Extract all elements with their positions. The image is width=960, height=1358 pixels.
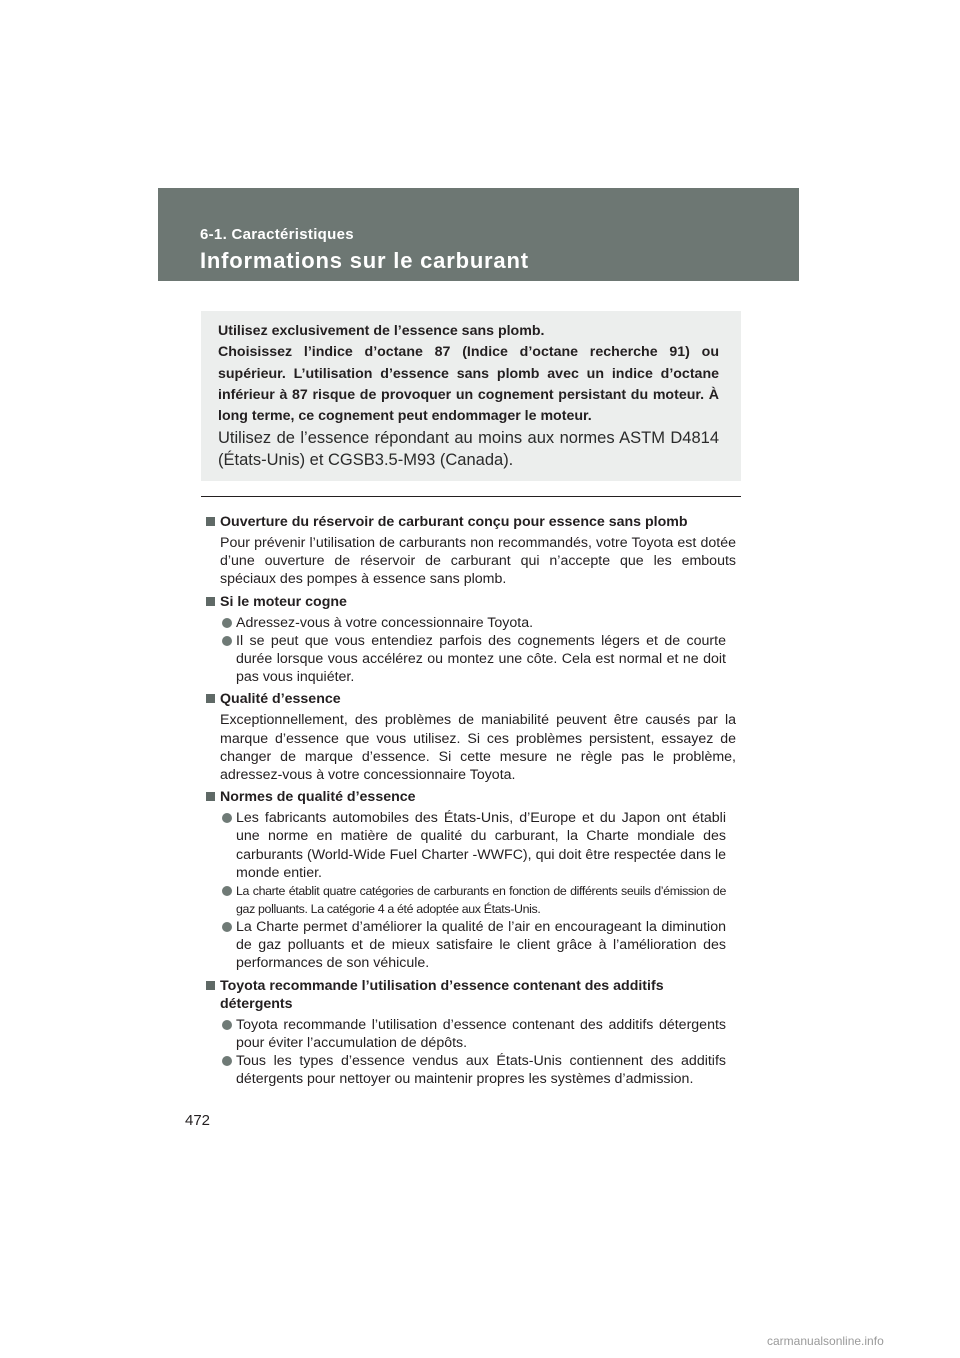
page-number: 472 [185, 1112, 211, 1129]
divider [201, 496, 741, 497]
section-heading: Toyota recommande l’utilisation d’essence contenant des additifs détergents [206, 977, 736, 1013]
bullet-item: Toyota recommande l’utilisation d’essence contenant des additifs détergents pour éviter l’accumulation de dépôts. [236, 1016, 726, 1052]
square-bullet-icon [206, 694, 215, 703]
bullet-item: La Charte permet d’améliorer la qualité de l’air en encourageant la diminution de gaz polluants et de mieux satisfaire le client grâce à l’amélioration des performances de son véhicule. [236, 918, 726, 973]
square-bullet-icon [206, 597, 215, 606]
content [206, 513, 736, 1092]
circle-bullet-icon [222, 1020, 232, 1030]
section-heading: Normes de qualité d’essence [206, 788, 736, 806]
section-fuel-opening [206, 513, 736, 589]
square-bullet-icon [206, 792, 215, 801]
section-paragraph: Pour prévenir l’utilisation de carburants non recommandés, votre Toyota est dotée d’une ouverture de réservoir de carburant qui n’accepte que les embouts spéciaux des pompes à essence sans plomb. [220, 535, 736, 588]
bullet-item: Tous les types d’essence vendus aux États-Unis contiennent des additifs détergents pour nettoyer ou maintenir propres les systèmes d’admission. [236, 1052, 726, 1088]
section-heading: Ouverture du réservoir de carburant conçu pour essence sans plomb [206, 513, 736, 531]
circle-bullet-icon [222, 922, 232, 932]
square-bullet-icon [206, 981, 215, 990]
watermark: carmanualsonline.info [767, 1334, 884, 1348]
section-detergent-additives [206, 977, 736, 1089]
circle-bullet-icon [222, 636, 232, 646]
section-header [158, 188, 799, 281]
chapter-label: 6-1. Caractéristiques [200, 226, 354, 243]
circle-bullet-icon [222, 886, 232, 896]
section-paragraph: Exceptionnellement, des problèmes de maniabilité peuvent être causés par la marque d’essence que vous utilisez. Si ces problèmes persistent, essayez de changer de marque d’essence. Si cette mesure ne règle pas le problème, adressez-vous à votre concessionnaire Toyota. [220, 712, 736, 784]
intro-regular-text: Utilisez de l’essence répondant au moins aux normes ASTM D4814 (États-Unis) et CGSB3.5-M93 (Canada). [218, 429, 719, 469]
circle-bullet-icon [222, 1056, 232, 1066]
circle-bullet-icon [222, 813, 232, 823]
circle-bullet-icon [222, 618, 232, 628]
section-quality-standards [206, 788, 736, 972]
intro-box [201, 311, 741, 481]
section-heading: Si le moteur cogne [206, 593, 736, 611]
bullet-item: Les fabricants automobiles des États-Unis, d’Europe et du Japon ont établi une norme en matière de qualité du carburant, la Charte mondiale des carburants (World-Wide Fuel Charter -WWFC), qui doit être respectée dans le monde entier. [236, 809, 726, 882]
section-heading: Qualité d’essence [206, 690, 736, 708]
bullet-item: Adressez-vous à votre concessionnaire Toyota. [236, 614, 726, 632]
section-fuel-quality [206, 690, 736, 784]
page-title: Informations sur le carburant [200, 248, 529, 273]
bullet-item: Il se peut que vous entendiez parfois des cognements légers et de courte durée lorsque vous accélérez ou montez une côte. Cela est normal et ne doit pas vous inquiéter. [236, 632, 726, 687]
intro-bold-paragraph: Choisissez l’indice d’octane 87 (Indice d’octane recherche 91) ou supérieur. L’utilisation d’essence sans plomb avec un indice d’octane inférieur à 87 risque de provoquer un cognement persistant du moteur. À long terme, ce cognement peut endommager le moteur. [218, 344, 719, 425]
intro-bold-line: Utilisez exclusivement de l’essence sans plomb. [218, 323, 545, 339]
square-bullet-icon [206, 517, 215, 526]
bullet-item: La charte établit quatre catégories de carburants en fonction de différents seuils d’émission de gaz polluants. La catégorie 4 a été adoptée aux États-Unis. [236, 882, 726, 918]
section-engine-knock [206, 593, 736, 687]
